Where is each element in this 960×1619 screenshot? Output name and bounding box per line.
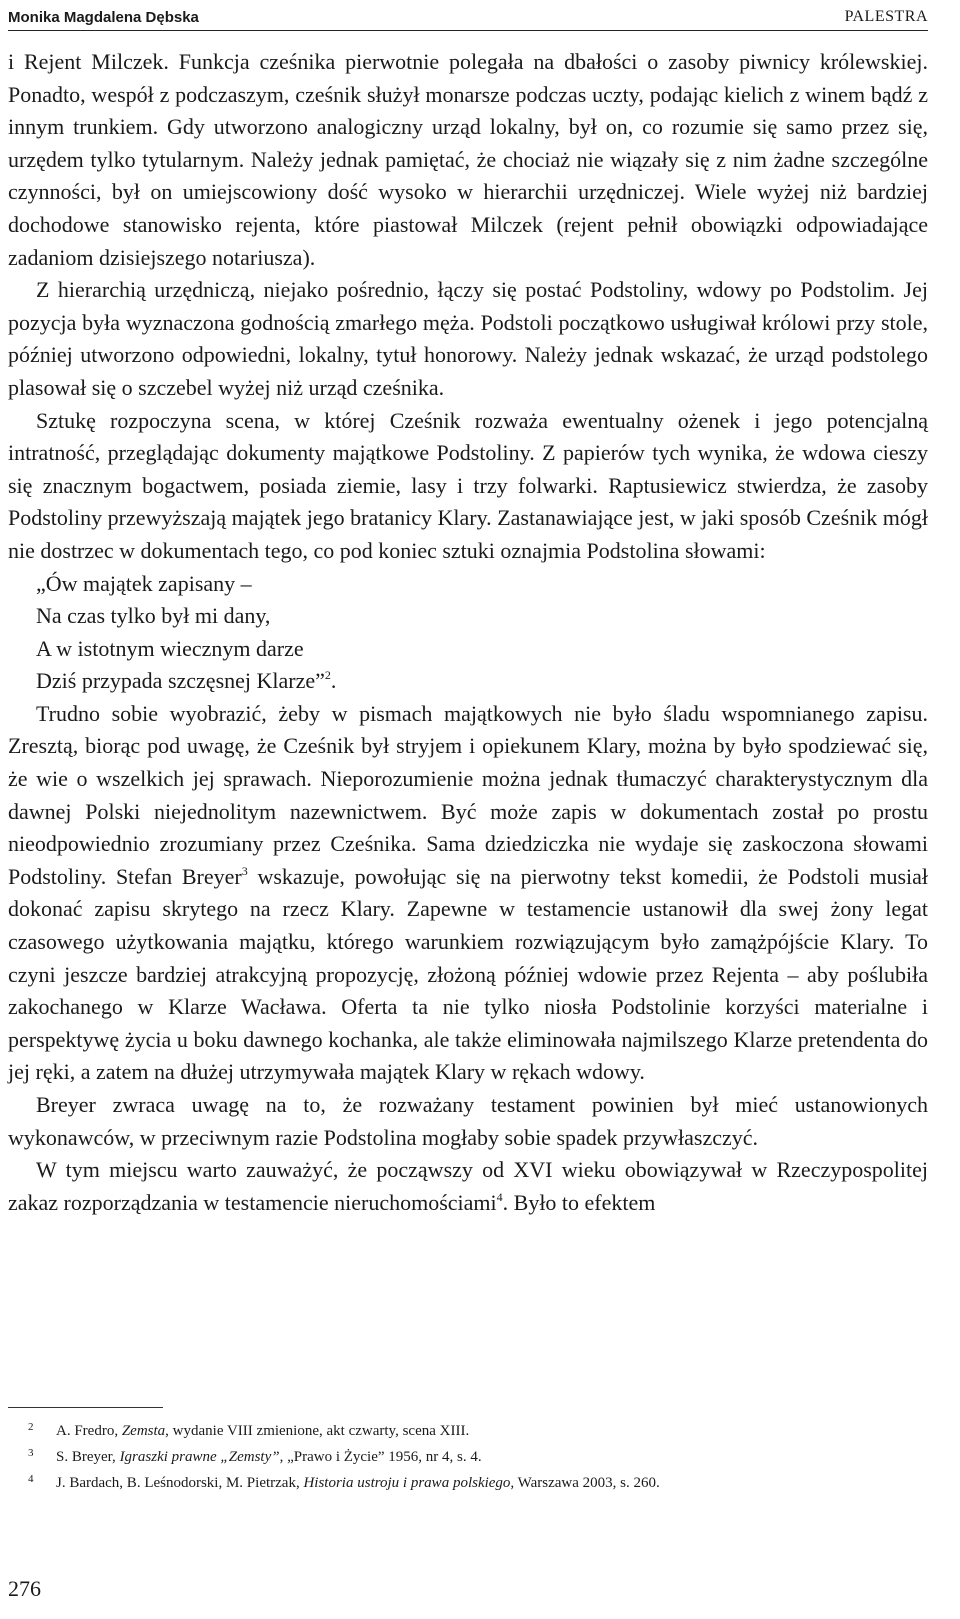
paragraph [8, 698, 928, 1089]
footnote-text [52, 1418, 469, 1444]
footnote-ref[interactable]: 3 [241, 863, 248, 878]
footnote-text-part: Warszawa 2003, s. 260. [514, 1475, 660, 1491]
footnote-ref[interactable]: 2 [324, 668, 331, 683]
paragraph-text: Breyer zwraca uwagę na to, że rozważany testament powinien był mieć ustanowionych wykonawców, w przeciwnym razie Podstolina mogłaby sobie spadek przywłaszczyć. [8, 1092, 928, 1150]
paragraph: i Rejent Milczek. Funkcja cześnika pierwotnie polegała na dbałości o zasoby piwnicy królewskiej. Ponadto, wespół z podczaszym, cześnik służył monarsze podczas uczty, podając kielich z winem bądź z innym trunkiem. Gdy utworzono analogiczny urząd lokalny, był on, co rozumie się samo przez się, urzędem tylko tytularnym. Należy jednak pamiętać, że chociaż nie wiązały się z nim żadne szczególne czynności, był on umiejscowiony dość wysoko w hierarchii urzędniczej. Wiele wyżej niż bardziej dochodowe stanowisko rejenta, które piastował Milczek (rejent pełnił obowiązki odpowiadające zadaniom dzisiejszego notariusza). [8, 49, 928, 270]
footnote-ref[interactable]: 4 [496, 1189, 503, 1204]
footnote [8, 1444, 928, 1470]
footnote-title: Historia ustroju i prawa polskiego, [303, 1475, 515, 1491]
paragraph-text: Trudno sobie wyobrazić, żeby w pismach majątkowych nie było śladu wspomnianego zapisu. Zresztą, biorąc pod uwagę, że Cześnik był stryjem i opiekunem Klary, można by było spodziewać się, że wie o wszelkich jej sprawach. Nieporozumienie można jednak tłumaczyć charakterystycznym dla dawnej Polski niejednolitym nazewnictwem. Być może zapis w dokumentach został po prostu nieodpowiednio zrozumiany przez Cześnika. Sama dziedziczka nie wydaje się zaskoczona słowami Podstoliny. Stefan Breyer [8, 700, 928, 889]
poem-line: A w istotnym wiecznym darze [36, 635, 304, 661]
paragraph-text: W tym miejscu warto zauważyć, że począwszy od XVI wieku obowiązywał w Rzeczypospolitej zakaz rozporządzania w testamencie nieruchomościami [8, 1157, 928, 1215]
footnotes [8, 1418, 928, 1496]
paragraph-text: . Było to efektem [502, 1189, 656, 1215]
footnote-number: 4 [28, 1473, 34, 1485]
poem-line-text: Dziś przypada szczęsnej Klarze” [36, 668, 325, 694]
document-page [8, 0, 928, 1619]
footnote-text-part: , „Prawo i Życie” 1956, nr 4, s. 4. [279, 1449, 482, 1465]
paragraph [8, 1089, 928, 1154]
footnote-number: 3 [28, 1447, 34, 1459]
footnote [8, 1418, 928, 1444]
running-header [8, 4, 928, 31]
footnote-text-part: , wydanie VIII zmienione, akt czwarty, scena XIII. [165, 1423, 470, 1439]
footnote-text-part: A. Fredro, [56, 1423, 122, 1439]
page-number: 276 [8, 1576, 41, 1601]
paragraph: Z hierarchią urzędniczą, niejako pośrednio, łączy się postać Podstoliny, wdowy po Podstolim. Jej pozycja była wyznaczona godnością zmarłego męża. Podstoli początkowo usługiwał królowi przy stole, później utworzono odpowiedni, lokalny, tytuł honorowy. Należy jednak wskazać, że urząd podstolego plasował się o szczebel wyżej niż urząd cześnika. [8, 277, 928, 400]
poem-line: Na czas tylko był mi dany, [36, 603, 271, 629]
poem-quote [8, 568, 928, 698]
footnote-number: 2 [28, 1421, 34, 1433]
poem-line-punct: . [330, 668, 337, 694]
header-author: Monika Magdalena Dębska [8, 8, 199, 26]
footnote-text-part: J. Bardach, B. Leśnodorski, M. Pietrzak, [56, 1475, 304, 1491]
header-journal: PALESTRA [844, 8, 928, 25]
footnote-text [52, 1444, 482, 1470]
footnote [8, 1470, 928, 1496]
poem-line: „Ów majątek zapisany – [36, 570, 252, 596]
poem-line-last [36, 665, 928, 698]
footnote-text [52, 1470, 660, 1496]
paragraph: Sztukę rozpoczyna scena, w której Cześnik rozważa ewentualny ożenek i jego potencjalną intratność, przeglądając dokumenty majątkowe Podstoliny. Z papierów tych wynika, że wdowa cieszy się znacznym bogactwem, posiada ziemie, lasy i trzy folwarki. Raptusiewicz stwierdza, że zasoby Podstoliny przewyższają majątek jego bratanicy Klary. Zastanawiające jest, w jaki sposób Cześnik mógł nie dostrzec w dokumentach tego, co pod koniec sztuki oznajmia Podstolina słowami: [8, 407, 928, 563]
paragraph [8, 1154, 928, 1219]
footnote-divider [8, 1407, 163, 1408]
footnote-title: Igraszki prawne „Zemsty” [119, 1449, 280, 1465]
paragraph-text: wskazuje, powołując się na pierwotny tekst komedii, że Podstoli musiał dokonać zapisu skrytego na rzecz Klary. Zapewne w testamencie ustanowił dla swej żony legat czasowego użytkowania majątku, którego warunkiem rozwiązującym było zamążpójście Klary. To czyni jeszcze bardziej atrakcyjną propozycję, złożoną później wdowie przez Rejenta – aby poślubiła zakochanego w Klarze Wacława. Oferta ta nie tylko niosła Podstolinie korzyści materialne i perspektywę życia u boku dawnego kochanka, ale także eliminowała najmilszego Klarze pretendenta do jej ręki, a zatem na dłużej utrzymywała majątek Klary w rękach wdowy. [8, 863, 929, 1085]
body-text [8, 46, 928, 1219]
footnote-text-part: S. Breyer, [56, 1449, 120, 1465]
footnote-title: Zemsta [121, 1423, 166, 1439]
